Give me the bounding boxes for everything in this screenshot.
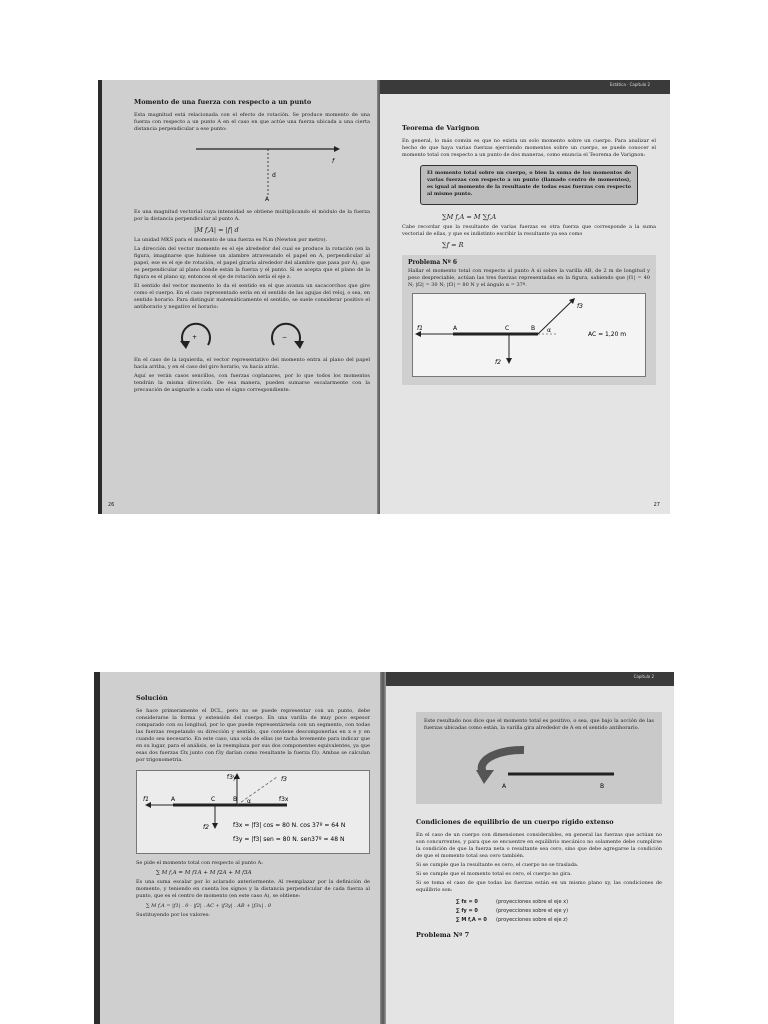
page-26 [102, 80, 380, 514]
label-a: A [171, 796, 176, 803]
varignon-intro: En general, lo más común es que no exista un solo momento sobre un cuerpo. Para analizar el hecho de que haya varias fuerzas ejerciendo momentos sobre un cuerpo, se puede conocer el momento total con respecto a un punto de dos maneras, como enuncia el Teorema de Varignon: [402, 138, 656, 158]
label-f3: f3 [281, 776, 287, 783]
result-box [416, 712, 662, 804]
label-a: A [453, 325, 458, 332]
eq-f3x: f3x = |f3| cos = 80 N. cos 37º = 64 N [233, 822, 346, 829]
condition-x: ∑ fx = 0 (proyecciones sobre el eje x) [456, 899, 569, 905]
page-solution [100, 672, 382, 1024]
label-ac: AC = 1,20 m [588, 331, 627, 338]
minus-sign: − [282, 334, 288, 341]
label-d: d [272, 172, 276, 179]
label-f3: f3 [577, 303, 583, 310]
book-photo-top [98, 80, 670, 514]
page-equilibrium [386, 672, 674, 1024]
equilibrium-conditions [456, 898, 662, 925]
label-f3x: f3x [279, 796, 289, 803]
header-text: Estática · Capítulo 2 [609, 82, 650, 87]
intro-text: Esta magnitud está relacionada con el efecto de rotación. Se produce momento de una fuerza con respecto a un punto A en el caso en que actúe una fuerza ubicada a una cierta distancia perpendicular a ese punto: [134, 112, 370, 132]
label-c: C [505, 325, 510, 332]
theorem-box [420, 165, 638, 205]
paragraph-1: Es una magnitud vectorial cuya intensidad se obtiene multiplicando el módulo de la fuerza por la distancia perpendicular al punto A. [134, 209, 370, 222]
label-f1: f1 [143, 796, 149, 803]
label-a: A [265, 196, 270, 203]
paragraph-5: En el caso de la izquierda, el vector representativo del momento entra al plano del papel hacia arriba, y en el caso del giro horario, va hacia atrás. [134, 357, 370, 370]
label-f3y: f3y [227, 774, 237, 781]
label-b: B [531, 325, 536, 332]
page-number-right: 27 [653, 502, 660, 508]
label-b: B [233, 796, 238, 803]
section-title-varignon: Teorema de Varignon [402, 124, 480, 132]
rotation-rod-diagram [424, 734, 644, 794]
chapter-header [380, 80, 670, 94]
paragraph-2: La unidad MKS para el momento de una fuerza es N.m (Newton por metro). [134, 237, 328, 243]
label-f: f [332, 158, 335, 165]
label-c: C [211, 796, 216, 803]
no-rotation: Si se cumple que el momento total es cero, el cuerpo no gira. [416, 871, 572, 877]
label-a: A [502, 783, 507, 790]
plane-conditions: Si se toma el caso de que todas las fuerzas están en un mismo plano xy, las condiciones de equilibrio son: [416, 880, 662, 893]
chapter-header-bottom [386, 672, 674, 686]
no-translation: Si se cumple que la resultante es cero, el cuerpo no se traslada. [416, 862, 579, 868]
sum-moments-formula: ∑ M f,A = M f1A + M f2A + M f3A [156, 870, 252, 876]
moment-request: Se pide el momento total con respecto al punto A: [136, 860, 263, 866]
page-27 [380, 80, 670, 514]
plus-sign: + [192, 334, 198, 341]
problem-6-title: Problema Nº 6 [408, 259, 458, 266]
paragraph-3: La dirección del vector momento es el eje alrededor del cual se produce la rotación (en la figura, imaginarse que hubiese un alambre atravesando el papel en A, perpendicular al papel, ese es el eje de rotación, el papel giraría alrededor del alambre que pasa por A), que es perpendicular al plano donde están la fuerza y el punto. Si se acepta que el plano de la figura es el plano xy, entonces el eje de rotación sería el eje z. [134, 246, 370, 280]
label-f2: f2 [203, 824, 209, 831]
next-problem-title: Problema Nº 7 [416, 931, 470, 939]
label-b: B [600, 783, 605, 790]
moment-formula: |M f,A| = |f| d [194, 226, 239, 234]
varignon-formula: ∑M f,A = M ∑f,A [442, 213, 497, 221]
force-distance-diagram [134, 135, 354, 205]
eq-f3y: f3y = |f3| sen = 80 N. sen37º = 48 N [233, 836, 345, 843]
header-text-bottom: Capítulo 2 [633, 674, 654, 679]
problem-6 [402, 255, 656, 385]
paragraph-6: Aquí se verán casos sencillos, con fuerzas coplanares, por lo que todos los momentos tendrán la misma dirección. De esa manera, pueden sumarse escalarmente con la precaución de asignarle a cada uno el signo correspondiente. [134, 373, 370, 393]
substitution-text: Sustituyendo por los valores: [136, 912, 210, 918]
equilibrium-title: Condiciones de equilibrio de un cuerpo rígido extenso [416, 818, 614, 826]
condition-y: ∑ fy = 0 (proyecciones sobre el eje y) [456, 908, 569, 914]
result-text: Este resultado nos dice que el momento total es positivo, o sea, que bajo la acción de las fuerzas ubicadas como están, la varilla gira alrededor de A en el sentido antihorario. [424, 718, 654, 731]
label-f2: f2 [495, 359, 501, 366]
page-number-left: 26 [108, 502, 115, 508]
problem-6-text: Hallar el momento total con respecto al punto A si sobre la varilla AB, de 2 m de longitud y peso despreciable, actúan las tres fuerzas representadas en la figura, sabiendo que |f1| = 40 N; |f2| = 30 N; |f3| = 80 N y el ángulo α = 37º. [408, 268, 650, 288]
resultant-formula: ∑f = R [442, 241, 464, 249]
scalar-sum-text: Es una suma escalar por lo aclarado anteriormente. Al reemplazar por la definición de momento, y teniendo en cuenta los signos y la distancia perpendicular de cada fuerza al punto, que es el centro de momento (en este caso A), se obtiene: [136, 879, 370, 899]
resultant-text: Cabe recordar que la resultante de varias fuerzas es otra fuerza que corresponde a la suma vectorial de ellas, y que es indistinto escribir la resultante ya sea como [402, 224, 656, 237]
label-alpha: α [247, 798, 251, 805]
book-photo-bottom [94, 672, 674, 1024]
paragraph-4: El sentido del vector momento lo da el sentido en el que avanza un sacacorchos que gire como el cuerpo. En el caso representado sería en el sentido de las agujas del reloj, o sea, en sentido horario. Para distinguir matemáticamente el sentido, se suele considerar positivo el antihorario y negativo el horario: [134, 283, 370, 310]
solution-title: Solución [136, 694, 168, 702]
label-alpha: α [547, 327, 551, 334]
section-title-momento: Momento de una fuerza con respecto a un punto [134, 98, 312, 106]
dcl-diagram [136, 770, 370, 854]
moments-expansion: ∑ M f,A = |f1| . 0 - |f2| . AC + |f3y| . AB + |f3x| . 0 [146, 903, 272, 909]
rod-diagram [412, 293, 646, 377]
equilibrium-intro: En el caso de un cuerpo con dimensiones considerables, en general las fuerzas que actúan no son concurrentes, y para que se encuentre en equilibrio mecánico no solamente debe cumplirse la condición de que la fuerza neta o resultante sea cero, sino que debe agregarse la condición de que el momento total sea cero también. [416, 832, 662, 859]
condition-z: ∑ M f,A = 0 (proyecciones sobre el eje z) [456, 917, 568, 923]
theorem-text: El momento total sobre un cuerpo, o bien la suma de los momentos de varias fuerzas con respecto a un punto (llamado centro de momentos), es igual al momento de la resultante de todas esas fuerzas con respecto al mismo punto. [427, 170, 631, 197]
rotation-direction-diagram [134, 313, 354, 353]
label-f1: f1 [417, 325, 423, 332]
solution-text: Se hace primeramente el DCL, pero no se puede representar con un punto, debe considerarse la forma y extensión del cuerpo. En una varilla de muy poco espesor comparado con su longitud, por lo que puede representársela con un segmento, con todas las fuerzas respetando su dirección y sentido, que conviene descomponerlas en x e y en cuando sea necesario. En este caso, una sola de ellas (se tacha levemente para indicar que en su lugar, para el análisis, se la reemplaza por sus dos componentes equivalentes, ya que esas dos fuerzas f3x junto con f3y darían como resultante la fuerza f3). Ambas se calculan por trigonometría. [136, 708, 370, 763]
